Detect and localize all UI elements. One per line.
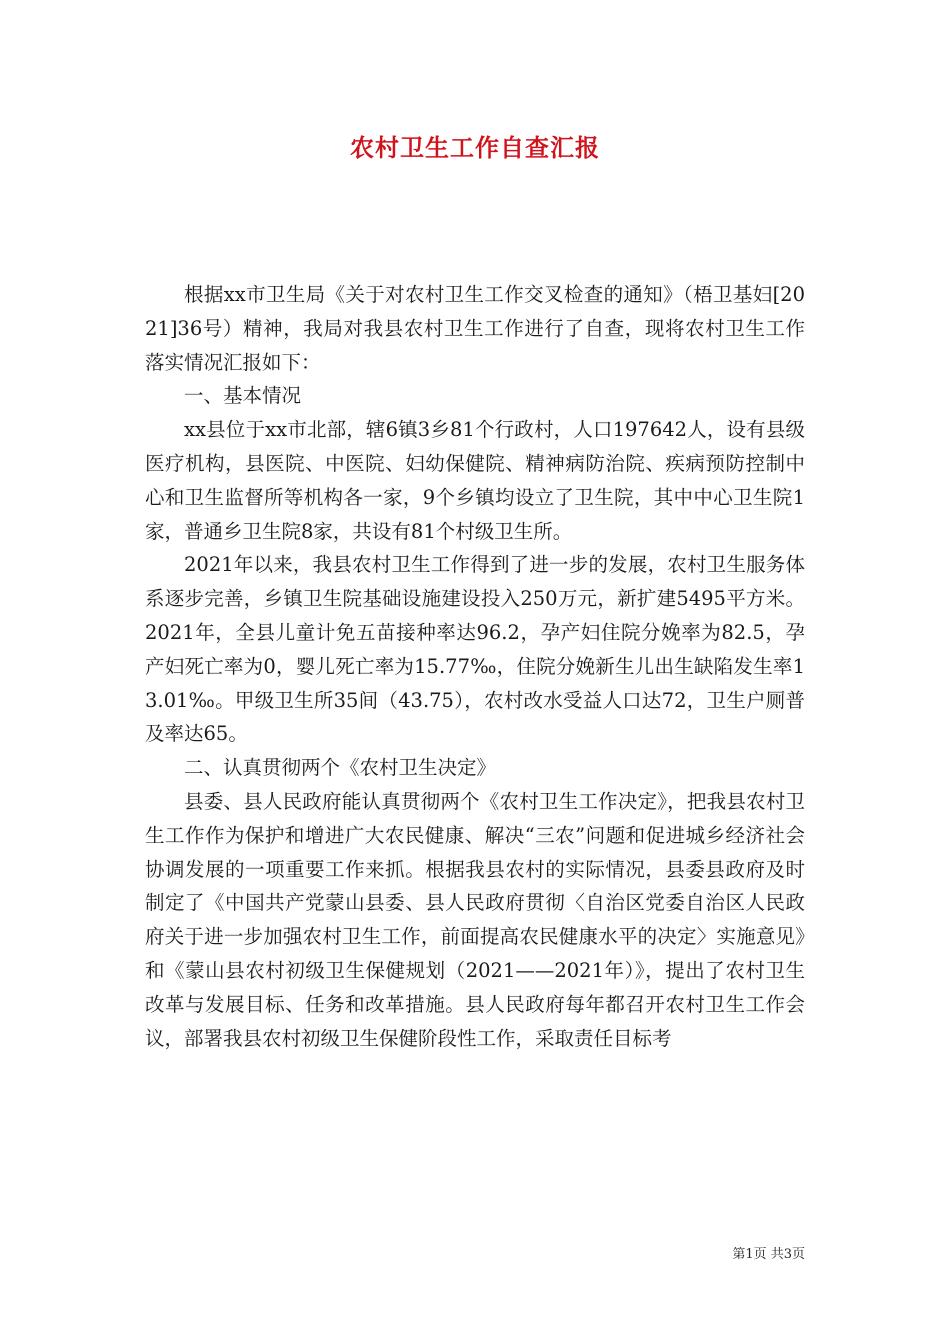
page-number: 第1页 共3页 [732,1247,805,1262]
document-body [145,278,805,1055]
paragraph-county-overview: xx县位于xx市北部，辖6镇3乡81个行政村，人口197642人，设有县级医疗机构，县医院、中医院、妇幼保健院、精神病防治院、疾病预防控制中心和卫生监督所等机构各一家，9个乡镇均设立了卫生院，其中中心卫生院1家，普通乡卫生院8家，共设有81个村级卫生所。 [145,418,805,543]
section-heading-basic-situation: 一、基本情况 [184,384,302,408]
paragraph-development-stats: 2021年以来，我县农村卫生工作得到了进一步的发展，农村卫生服务体系逐步完善，乡镇卫生院基础设施建设投入250万元，新扩建5495平方米。2021年，全县儿童计免五苗接种率达96.2，孕产妇住院分娩率为82.5，孕产妇死亡率为0，婴儿死亡率为15.77‰，住院分娩新生儿出生缺陷发生率13.01‰。甲级卫生所35间（43.75），农村改水受益人口达72，卫生户厕普及率达65。 [145,553,805,746]
section-heading-implementation: 二、认真贯彻两个《农村卫生决定》 [184,756,497,780]
document-title: 农村卫生工作自查汇报 [350,133,600,162]
paragraph-implementation: 县委、县人民政府能认真贯彻两个《农村卫生工作决定》，把我县农村卫生工作作为保护和增进广大农民健康、解决“三农”问题和促进城乡经济社会协调发展的一项重要工作来抓。根据我县农村的实际情况，县委县政府及时制定了《中国共产党蒙山县委、县人民政府贯彻〈自治区党委自治区人民政府关于进一步加强农村卫生工作，前面提高农民健康水平的决定〉实施意见》和《蒙山县农村初级卫生保健规划（2021——2021年）》，提出了农村卫生改革与发展目标、任务和改革措施。县人民政府每年都召开农村卫生工作会议，部署我县农村初级卫生保健阶段性工作，采取责任目标考 [145,789,805,1050]
paragraph-intro: 根据xx市卫生局《关于对农村卫生工作交叉检查的通知》（梧卫基妇[2021]36号）精神，我局对我县农村卫生工作进行了自查，现将农村卫生工作落实情况汇报如下： [145,283,805,374]
